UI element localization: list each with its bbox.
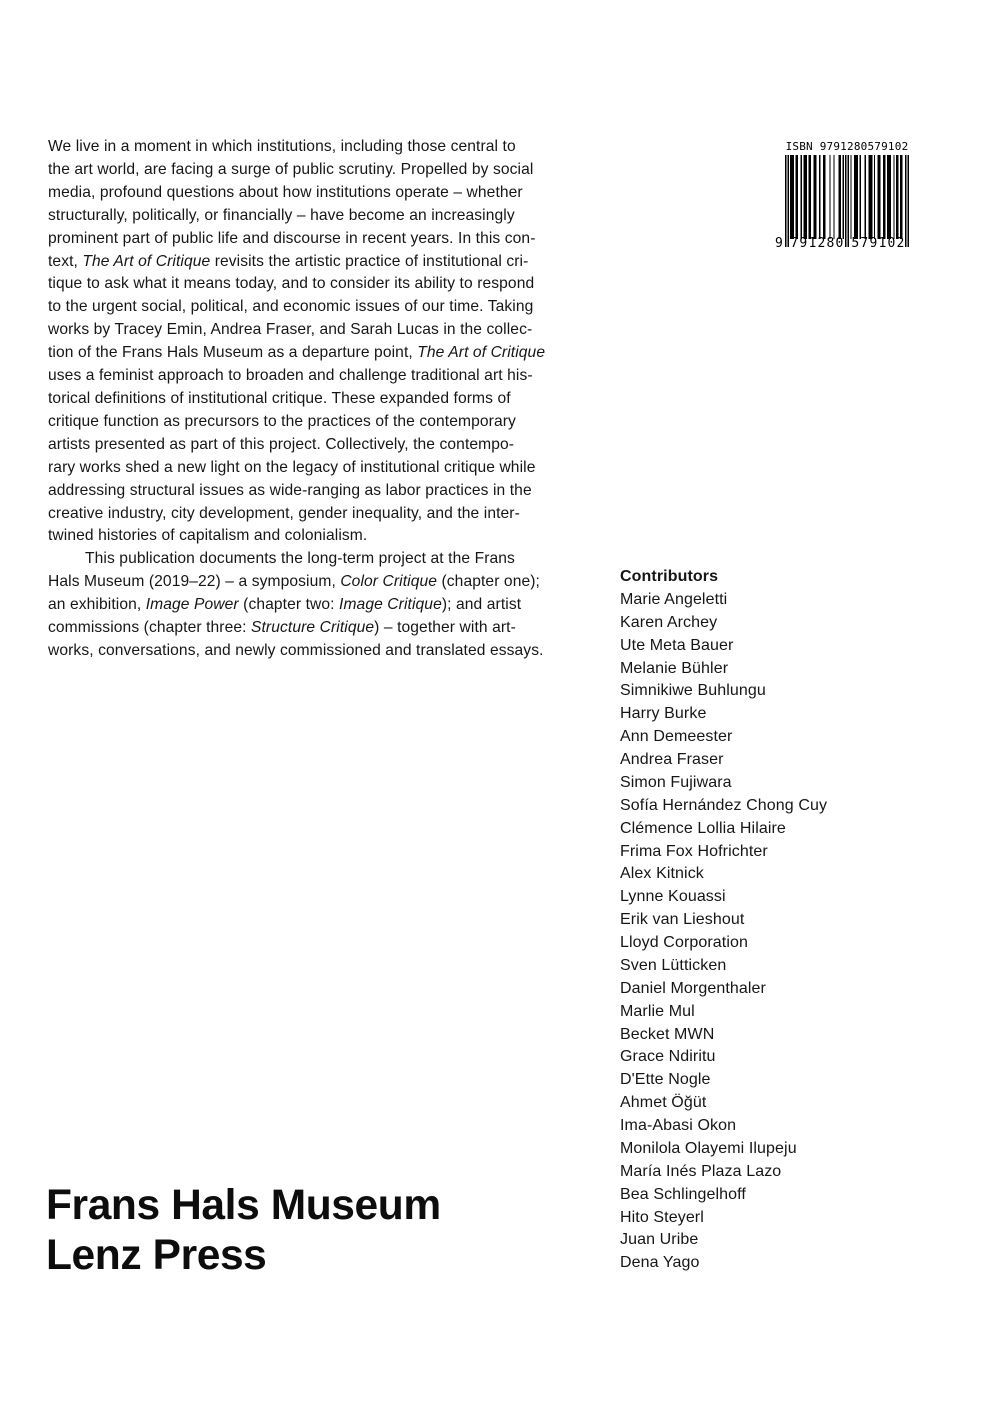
description-line: works, conversations, and newly commissioned and translated essays. <box>48 641 544 659</box>
contributor-name: Andrea Fraser <box>620 751 724 768</box>
contributor-name: Monilola Olayemi Ilupeju <box>620 1139 797 1157</box>
description-line: structurally, politically, or financially – have become an increasingly <box>48 206 515 224</box>
isbn-label: ISBN 9791280579102 <box>785 140 909 153</box>
barcode-digits-right: 579102 <box>851 236 906 251</box>
description-line: commissions (chapter three: Structure Critique) – together with art- <box>48 619 516 637</box>
contributor-name: Melanie Bühler <box>620 659 729 677</box>
description-text <box>48 136 564 663</box>
contributor-name: Becket MWN <box>620 1025 715 1043</box>
contributor-name: Hito Steyerl <box>620 1208 704 1226</box>
imprint-line-museum: Frans Hals Museum <box>46 1182 441 1229</box>
description-paragraph-1 <box>48 136 564 548</box>
description-line: rary works shed a new light on the legacy of institutional critique while <box>48 458 536 476</box>
description-line: tique to ask what it means today, and to consider its ability to respond <box>48 275 535 293</box>
contributor-name: Sven Lütticken <box>620 956 727 974</box>
contributor-name: Marie Angeletti <box>620 590 728 608</box>
contributor-name: Ahmet Öğüt <box>620 1094 707 1112</box>
barcode-digits <box>775 236 909 251</box>
contributor-name: Grace Ndiritu <box>620 1048 716 1066</box>
description-line: This publication documents the long-term project at the Frans <box>85 550 515 568</box>
description-line: to the urgent social, political, and economic issues of our time. Taking <box>48 298 534 316</box>
contributor-name: Alex Kitnick <box>620 865 704 883</box>
contributors-heading: Contributors <box>620 568 719 585</box>
contributor-name: Karen Archey <box>620 613 718 631</box>
contributor-name: Sofía Hernández Chong Cuy <box>620 796 828 814</box>
barcode-digits-left: 791280 <box>790 236 845 251</box>
publisher-imprint <box>46 1181 441 1280</box>
contributor-name: Juan Uribe <box>620 1231 699 1249</box>
contributor-name: Lloyd Corporation <box>620 934 748 951</box>
contributors-section <box>620 566 827 1275</box>
description-line: creative industry, city development, gender inequality, and the inter- <box>48 504 520 522</box>
contributor-name: Ute Meta Bauer <box>620 636 734 654</box>
imprint-line-press: Lenz Press <box>46 1231 267 1279</box>
description-line: text, The Art of Critique revisits the artistic practice of institutional cri- <box>48 252 529 270</box>
contributor-name: Marlie Mul <box>620 1002 695 1020</box>
description-line: Hals Museum (2019–22) – a symposium, Color Critique (chapter one); <box>48 573 540 591</box>
description-line: works by Tracey Emin, Andrea Fraser, and Sarah Lucas in the collec- <box>48 321 533 339</box>
contributor-name: Dena Yago <box>620 1254 700 1272</box>
description-line: the art world, are facing a surge of public scrutiny. Propelled by social <box>48 160 534 178</box>
contributors-list <box>620 589 827 1275</box>
description-line: an exhibition, Image Power (chapter two: Image Critique); and artist <box>48 596 522 614</box>
description-line: tion of the Frans Hals Museum as a departure point, The Art of Critique <box>48 344 546 362</box>
description-line: artists presented as part of this project. Collectively, the contempo- <box>48 435 515 453</box>
contributor-name: Clémence Lollia Hilaire <box>620 819 786 837</box>
barcode-image <box>785 155 909 247</box>
contributor-name: D'Ette Nogle <box>620 1071 711 1089</box>
isbn-barcode <box>775 140 909 251</box>
contributor-name: Simon Fujiwara <box>620 773 732 791</box>
barcode-digit-first: 9 <box>775 236 783 251</box>
contributor-name: Frima Fox Hofrichter <box>620 842 768 860</box>
contributor-name: María Inés Plaza Lazo <box>620 1162 782 1180</box>
contributor-name: Harry Burke <box>620 705 707 723</box>
contributor-name: Lynne Kouassi <box>620 888 726 906</box>
description-line: prominent part of public life and discourse in recent years. In this con- <box>48 229 536 247</box>
description-line: We live in a moment in which institutions, including those central to <box>48 138 516 155</box>
description-line: torical definitions of institutional critique. These expanded forms of <box>48 389 511 407</box>
contributor-name: Bea Schlingelhoff <box>620 1185 746 1203</box>
contributor-name: Ann Demeester <box>620 728 733 746</box>
description-paragraph-2 <box>48 548 564 663</box>
contributor-name: Erik van Lieshout <box>620 911 745 929</box>
contributor-name: Simnikiwe Buhlungu <box>620 682 766 700</box>
description-line: addressing structural issues as wide-ranging as labor practices in the <box>48 481 532 499</box>
description-line: critique function as precursors to the practices of the contemporary <box>48 412 516 430</box>
contributor-name: Daniel Morgenthaler <box>620 979 766 997</box>
barcode-body <box>775 155 909 251</box>
description-line: uses a feminist approach to broaden and challenge traditional art his- <box>48 367 533 385</box>
description-line: media, profound questions about how institutions operate – whether <box>48 183 523 201</box>
description-line: twined histories of capitalism and colonialism. <box>48 527 368 545</box>
contributor-name: Ima-Abasi Okon <box>620 1117 737 1134</box>
